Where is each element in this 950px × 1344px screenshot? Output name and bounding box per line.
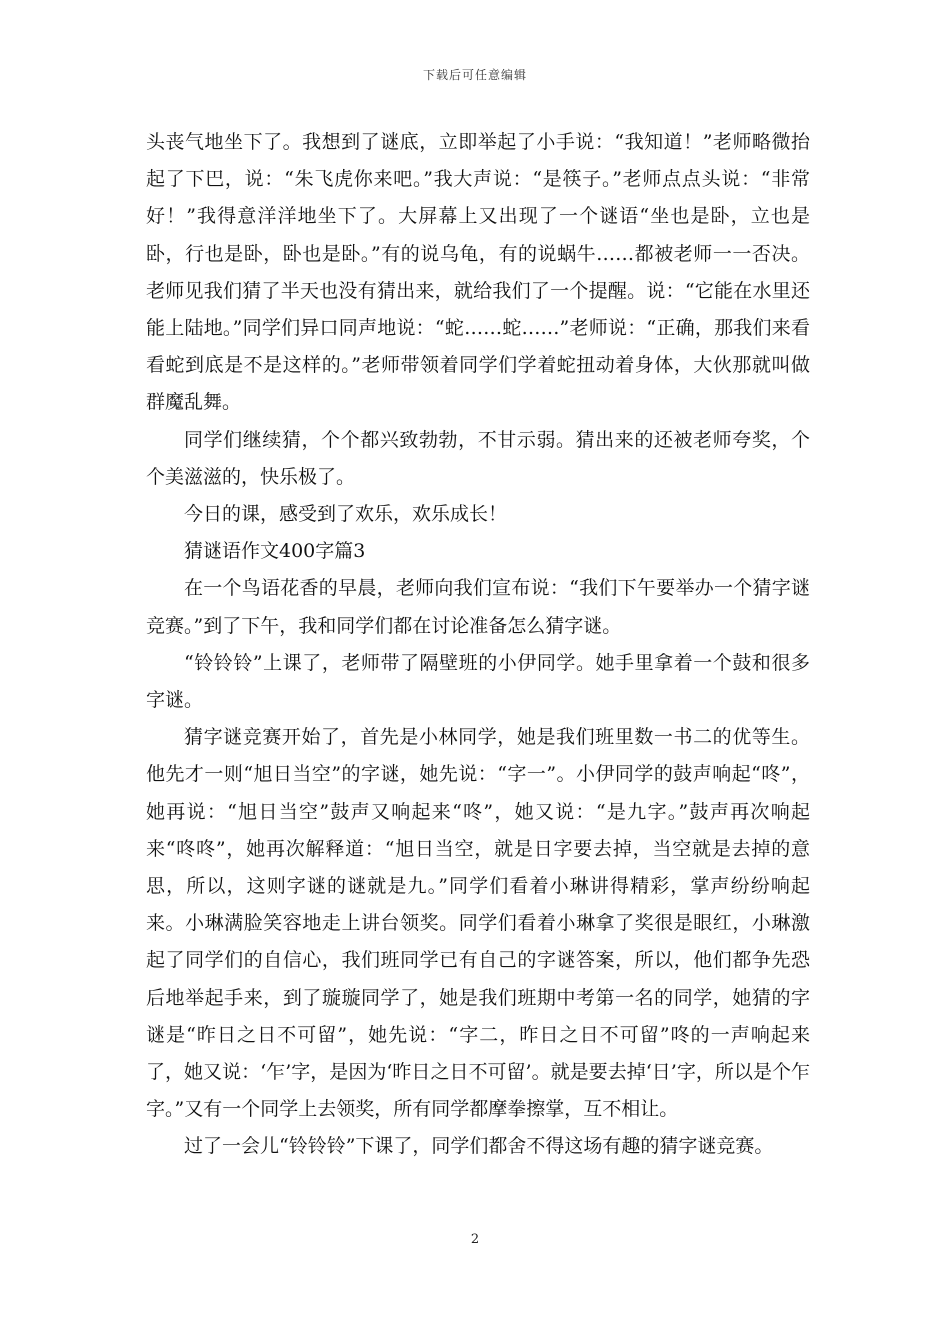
body-paragraph: 今日的课，感受到了欢乐，欢乐成长！ [184, 503, 508, 526]
body-paragraph: 头丧气地坐下了。我想到了谜底，立即举起了小手说：“我知道！”老师略微抬起了下巴，说：“朱飞虎你来吧。”我大声说：“是筷子。”老师点点头说：“非常好！”我得意洋洋地坐下了。大屏幕上又出现了一个谜语“坐也是卧，立也是卧，行也是卧，卧也是卧。”有的说乌龟，有的说蜗牛……都被老师一一否决。老师见我们猜了半天也没有猜出来，就给我们了一个提醒。说：“它能在水里还能上陆地。”同学们异口同声地说：“蛇……蛇……”老师说：“正确，那我们来看看蛇到底是不是这样的。”老师带领着同学们学着蛇扭动着身体，大伙那就叫做群魔乱舞。 [146, 131, 810, 414]
document-body [146, 124, 810, 1166]
body-paragraph: 过了一会儿“铃铃铃”下课了，同学们都舍不得这场有趣的猜字谜竞赛。 [184, 1135, 774, 1158]
page-number: 2 [470, 1232, 480, 1247]
body-paragraph: 猜字谜竞赛开始了，首先是小林同学，她是我们班里数一书二的优等生。他先才一则“旭日当空”的字谜，她先说：“字一”。小伊同学的鼓声响起“咚”，她再说：“旭日当空”鼓声又响起来“咚”，她又说：“是九字。”鼓声再次响起来“咚咚”，她再次解释道：“旭日当空，就是日字要去掉，当空就是去掉的意思，所以，这则字谜的谜就是九。”同学们看着小琳讲得精彩，掌声纷纷响起来。小琳满脸笑容地走上讲台领奖。同学们看着小琳拿了奖很是眼红，小琳激起了同学们的自信心，我们班同学已有自己的字谜答案，所以，他们都争先恐后地举起手来，到了璇璇同学了，她是我们班期中考第一名的同学，她猜的字谜是“昨日之日不可留”，她先说：“字二，昨日之日不可留”咚的一声响起来了，她又说：‘乍’字，是因为‘昨日之日不可留’。就是要去掉‘日’字，所以是个乍字。”又有一个同学上去领奖，所有同学都摩拳擦掌，互不相让。 [146, 726, 810, 1121]
body-paragraph: “铃铃铃”上课了，老师带了隔壁班的小伊同学。她手里拿着一个鼓和很多字谜。 [146, 651, 810, 712]
body-paragraph: 在一个鸟语花香的早晨，老师向我们宣布说：“我们下午要举办一个猜字谜竞赛。”到了下午，我和同学们都在讨论准备怎么猜字谜。 [146, 577, 810, 637]
section-title: 猜谜语作文400字篇3 [184, 540, 366, 563]
body-paragraph: 同学们继续猜，个个都兴致勃勃，不甘示弱。猜出来的还被老师夸奖，个个美滋滋的，快乐极了。 [146, 428, 810, 488]
page-header: 下载后可任意编辑 [422, 68, 527, 82]
